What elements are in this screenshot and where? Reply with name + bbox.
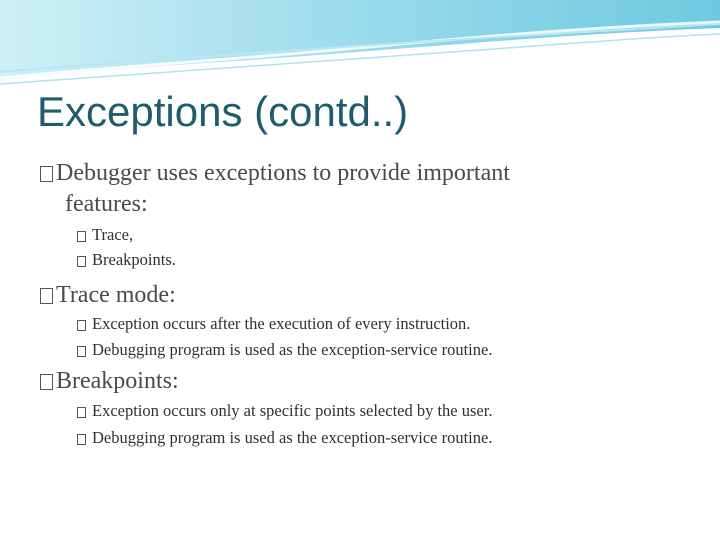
sub-bullet-text: Exception occurs after the execution of every instruction. [92, 314, 471, 333]
bullet-intro-text: Debugger uses exceptions to provide important [56, 160, 510, 186]
sub-bullet-text: Breakpoints. [92, 250, 176, 269]
sub-bullet-text: Debugging program is used as the exception-service routine. [92, 340, 493, 359]
bullet-box-icon [77, 407, 86, 418]
bullet-box-icon [77, 256, 86, 267]
bullet-breakpoints [40, 368, 179, 395]
bullet-box-icon [40, 374, 53, 390]
bullet-box-icon [77, 434, 86, 445]
bullet-box-icon [77, 346, 86, 357]
sub-bullet [77, 225, 133, 245]
slide-title: Exceptions (contd..) [37, 88, 409, 135]
bullet-intro [40, 160, 510, 187]
sub-bullet [77, 250, 176, 270]
bullet-box-icon [40, 288, 53, 304]
sub-bullet [77, 314, 470, 334]
bullet-trace-heading: Trace mode: [56, 282, 176, 308]
sub-bullet-text: Debugging program is used as the exception-service routine. [92, 428, 493, 447]
sub-bullet [77, 428, 492, 448]
bullet-breakpoints-heading: Breakpoints: [56, 368, 179, 394]
sub-bullet-text: Trace, [92, 225, 134, 244]
sub-bullet-text: Exception occurs only at specific points selected by the user. [92, 401, 493, 420]
bullet-intro-continued: features: [65, 191, 148, 217]
sub-bullet [77, 340, 492, 360]
bullet-box-icon [40, 166, 53, 182]
bullet-trace-mode [40, 282, 176, 309]
bullet-box-icon [77, 320, 86, 331]
sub-bullet [77, 401, 492, 421]
bullet-box-icon [77, 231, 86, 242]
